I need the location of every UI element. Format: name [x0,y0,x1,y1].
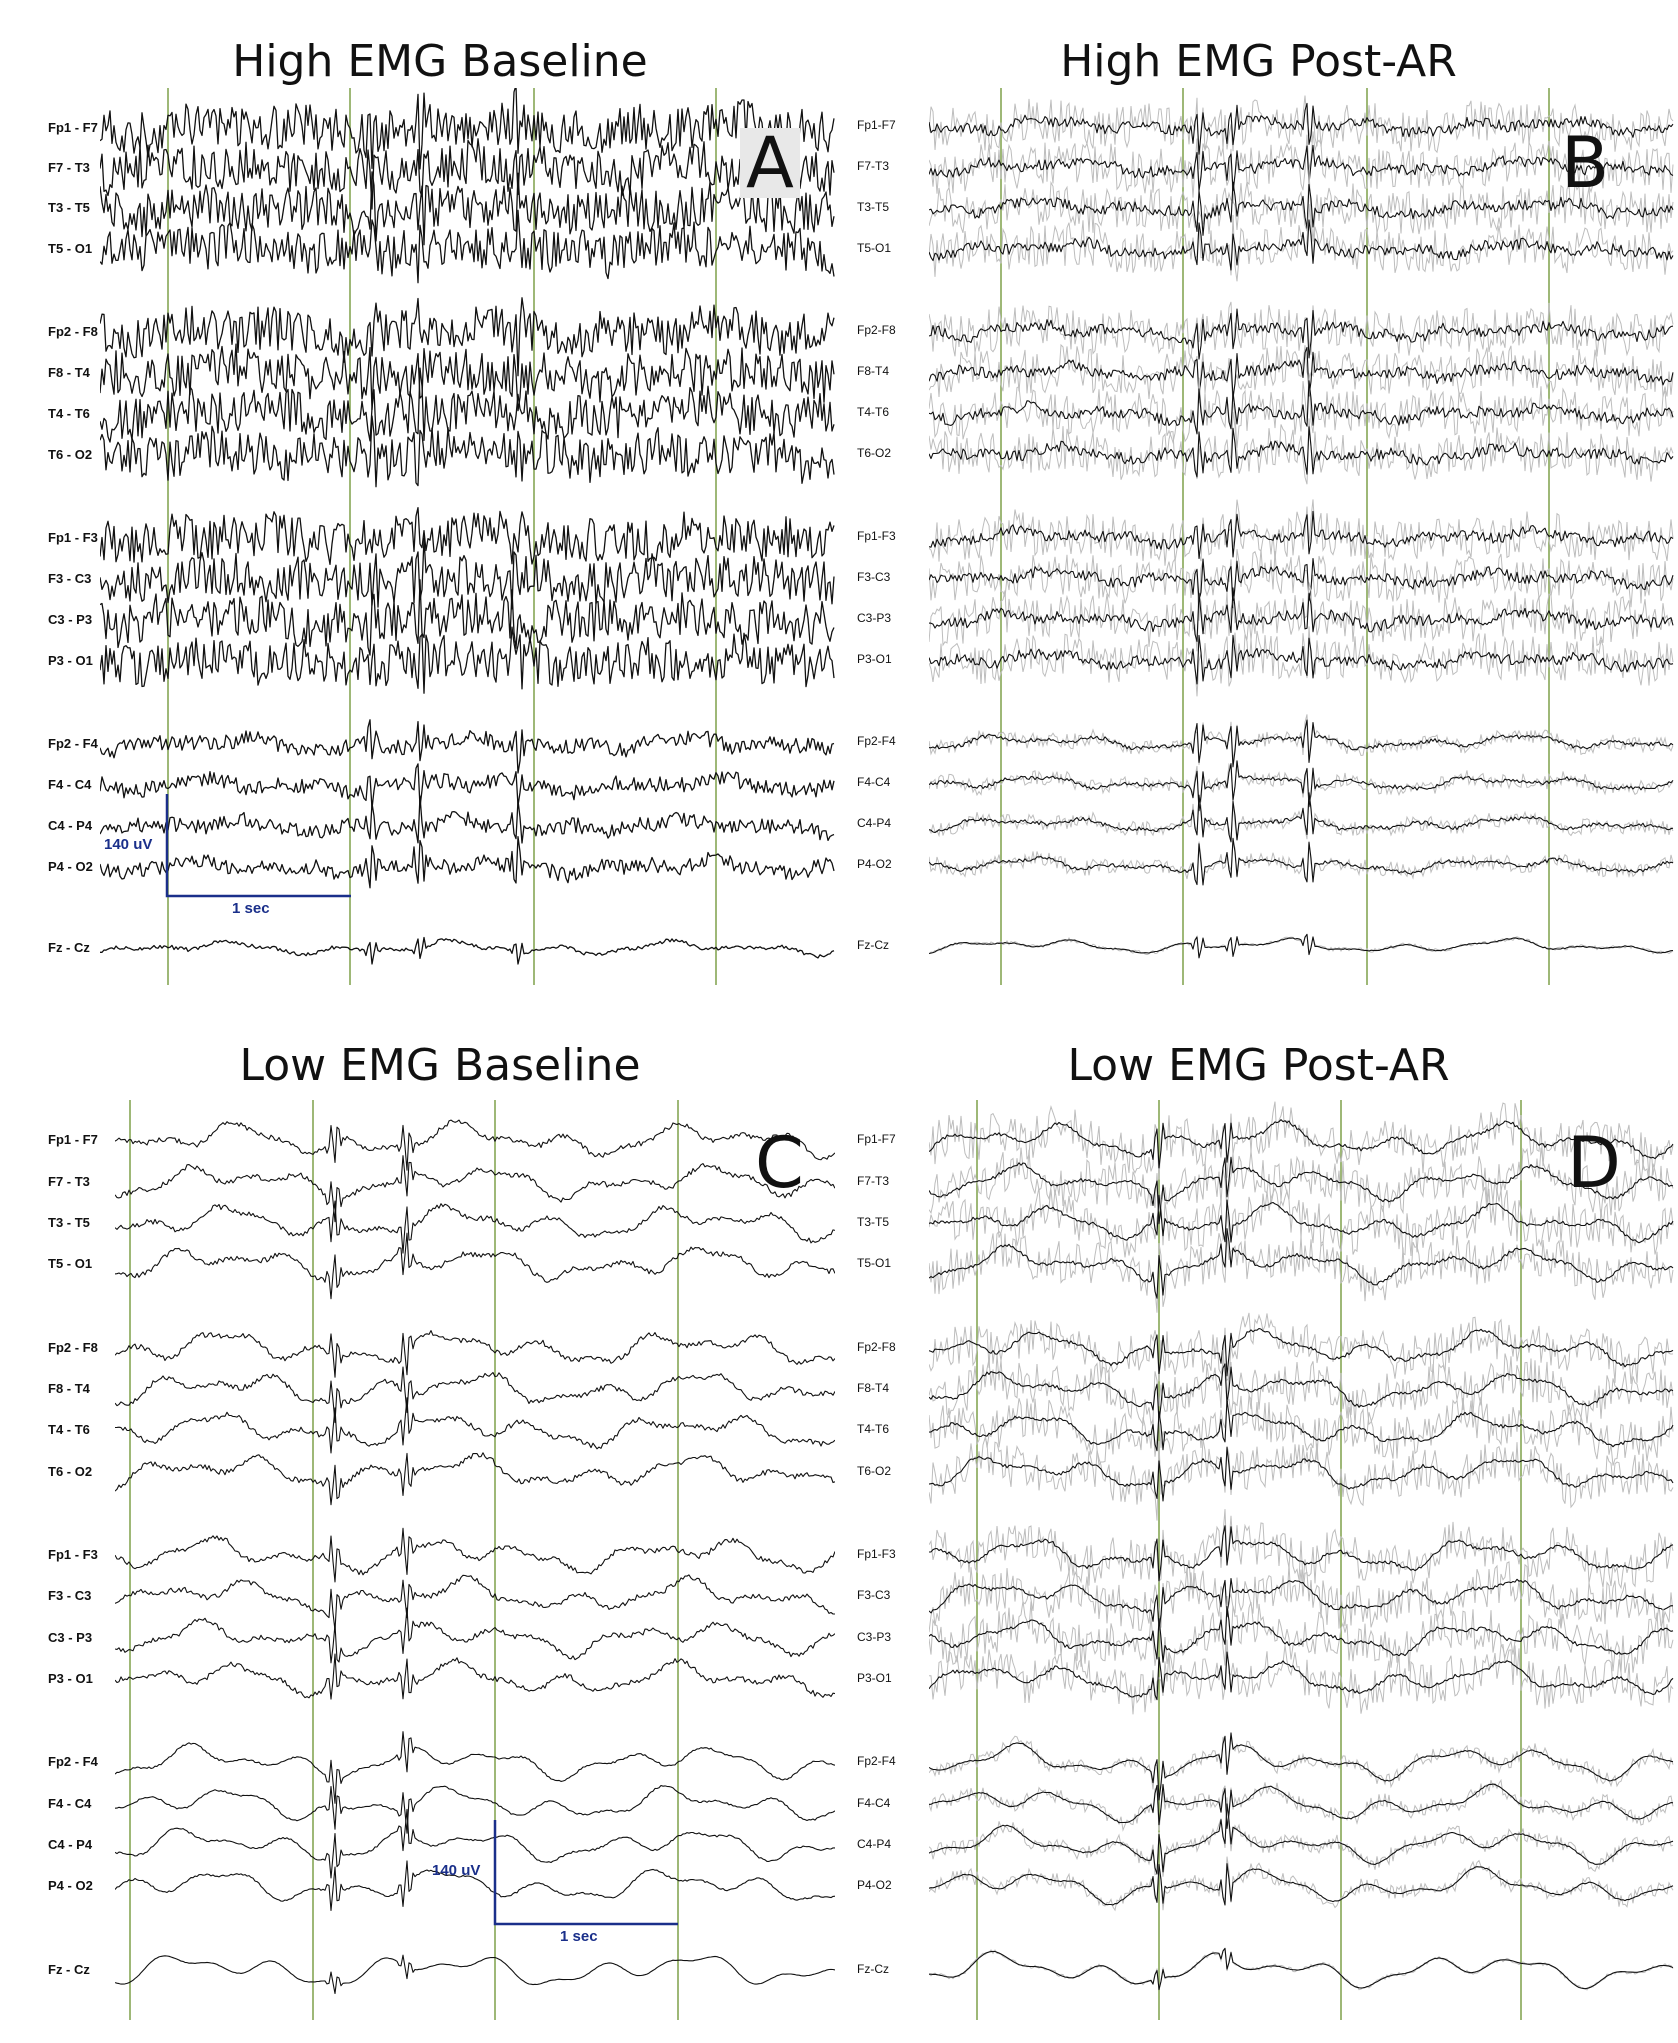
eeg-channel-trace [929,309,1673,359]
channel-label: C4 - P4 [48,1837,93,1852]
channel-label: Fz - Cz [48,940,90,955]
panel-title: Low EMG Baseline [239,1040,641,1091]
channel-label: T4-T6 [857,405,890,419]
original-trace-overlay [929,1313,1673,1384]
channel-label: P3-O1 [857,1671,892,1685]
channel-label: T3-T5 [857,200,890,214]
panel-title: High EMG Post-AR [1060,36,1457,87]
original-trace-overlay [929,549,1673,621]
scale-bar [495,1820,678,1924]
eeg-channel-trace [115,1367,835,1423]
eeg-channel-trace [100,938,834,965]
original-trace-overlay [929,841,1673,883]
eeg-traces [929,1100,1674,2020]
eeg-channel-trace [115,1955,835,1993]
eeg-channel-trace [115,1608,835,1663]
channel-label: F8 - T4 [48,365,90,380]
panel-letter: B [1561,122,1610,204]
channel-label: Fp2 - F4 [48,1754,98,1769]
channel-label: Fp2 - F4 [48,736,98,751]
original-trace-overlay [929,1231,1673,1312]
panel-title: High EMG Baseline [232,36,648,87]
eeg-channel-trace [929,934,1673,958]
channel-label: F7 - T3 [48,160,90,175]
channel-label: F3-C3 [857,570,891,584]
channel-label: F4 - C4 [48,1796,92,1811]
eeg-channel-trace [100,139,834,209]
eeg-channel-trace [115,1331,835,1378]
original-trace-overlay [929,1640,1673,1715]
eeg-channel-trace [115,1528,835,1582]
channel-label: T4-T6 [857,1422,890,1436]
channel-label: T6-O2 [857,446,892,460]
channel-label: F7 - T3 [48,1174,90,1189]
original-trace-overlay [929,1596,1673,1673]
eeg-channel-trace [100,837,834,888]
eeg-channel-trace [100,416,834,487]
eeg-channel-trace [115,1786,835,1834]
eeg-channel-trace [115,1398,835,1453]
eeg-channel-trace [929,1948,1673,1989]
channel-label: F7-T3 [857,1174,890,1188]
eeg-channel-trace [115,1233,835,1299]
original-trace-overlay [929,1396,1673,1466]
eeg-channel-trace [929,720,1673,767]
eeg-traces [929,88,1674,985]
channel-label: F8-T4 [857,364,890,378]
eeg-channel-trace [929,793,1673,842]
channel-label: T4 - T6 [48,406,90,421]
channel-label: Fp1-F3 [857,529,896,543]
eeg-traces [115,1100,835,2020]
channel-label: Fp2-F4 [857,1754,896,1768]
channel-label: T6-O2 [857,1464,892,1478]
panel-letter: C [755,1122,804,1204]
eeg-channel-trace [115,1201,835,1253]
eeg-channel-trace [100,538,834,609]
eeg-channel-trace [929,559,1673,608]
channel-label: T5 - O1 [48,241,93,256]
eeg-channel-trace [929,347,1673,397]
channel-label: T3 - T5 [48,1215,90,1230]
channel-label: Fp2 - F8 [48,1340,98,1355]
eeg-channel-trace [929,1784,1673,1828]
channel-label: P4-O2 [857,857,892,871]
eeg-channel-trace [115,1575,835,1630]
original-trace-overlay [929,1780,1673,1830]
channel-label: C3 - P3 [48,1630,93,1645]
eeg-channel-trace [929,761,1673,811]
original-trace-overlay [929,1509,1673,1589]
panel-letter: A [740,128,800,198]
eeg-channel-trace [100,580,834,655]
panel-high-emg-post-ar [839,0,1678,1000]
time-scale-label: 1 sec [560,1928,598,1945]
channel-label: T3-T5 [857,1215,890,1229]
panel-high-emg-baseline [0,0,839,1000]
channel-label: P4 - O2 [48,859,93,874]
eeg-channel-trace [100,720,834,773]
channel-label: T5-O1 [857,241,892,255]
original-trace-overlay [929,1350,1673,1426]
panel-low-emg-baseline [0,1020,839,2043]
original-trace-overlay [929,345,1673,403]
channel-label: Fp1-F3 [857,1547,896,1561]
scale-bar [167,794,351,896]
original-trace-overlay [929,1857,1673,1911]
channel-label: P4-O2 [857,1878,892,1892]
eeg-channel-trace [929,588,1673,642]
channel-label: T5 - O1 [48,1256,93,1271]
channel-label: Fp2-F8 [857,323,896,337]
channel-label: T6 - O2 [48,447,93,462]
channel-label: Fp2-F8 [857,1340,896,1354]
eeg-channel-trace [929,1864,1673,1905]
channel-label: F3 - C3 [48,571,92,586]
eeg-channel-trace [115,1732,835,1804]
eeg-channel-trace [115,1654,835,1699]
channel-label: T4 - T6 [48,1422,90,1437]
channel-label: Fp1 - F7 [48,1132,98,1147]
channel-label: Fp1 - F7 [48,120,98,135]
channel-label: C3 - P3 [48,612,93,627]
channel-label: C4-P4 [857,816,892,830]
eeg-channel-trace [115,1156,835,1222]
eeg-channel-trace [100,508,834,565]
panel-title: Low EMG Post-AR [1067,1040,1450,1091]
channel-label: T6 - O2 [48,1464,93,1479]
channel-label: T3 - T5 [48,200,90,215]
eeg-channel-trace [929,1364,1673,1423]
channel-label: C4 - P4 [48,818,93,833]
eeg-channel-trace [929,220,1673,270]
channel-label: F4-C4 [857,1796,891,1810]
channel-label: P3-O1 [857,652,892,666]
panel-low-emg-post-ar [839,1020,1678,2043]
channel-label: F8-T4 [857,1381,890,1395]
channel-label: F4 - C4 [48,777,92,792]
original-trace-overlay [929,1102,1673,1180]
channel-label: Fp1 - F3 [48,1547,98,1562]
panel-letter: D [1567,1122,1621,1204]
channel-label: C3-P3 [857,611,892,625]
channel-label: Fp2 - F8 [48,324,98,339]
channel-label: F3-C3 [857,1588,891,1602]
original-trace-overlay [929,1438,1673,1520]
channel-label: T5-O1 [857,1256,892,1270]
channel-label: Fz-Cz [857,938,889,952]
channel-label: F4-C4 [857,775,891,789]
channel-label: P4 - O2 [48,1878,93,1893]
eeg-channel-trace [115,1453,835,1505]
channel-label: Fp1 - F3 [48,530,98,545]
original-trace-overlay [929,499,1673,565]
channel-label: Fp2-F4 [857,734,896,748]
eeg-channel-trace [100,764,834,809]
channel-label: Fp1-F7 [857,1132,896,1146]
channel-label: F7-T3 [857,159,890,173]
eeg-traces [100,88,835,985]
channel-label: F3 - C3 [48,1588,92,1603]
channel-label: C3-P3 [857,1630,892,1644]
channel-label: C4-P4 [857,1837,892,1851]
eeg-channel-trace [100,796,834,843]
channel-label: Fz - Cz [48,1962,90,1977]
amplitude-scale-label: 140 uV [104,836,153,853]
channel-label: F8 - T4 [48,1381,90,1396]
channel-label: Fp1-F7 [857,118,896,132]
original-trace-overlay [929,935,1673,958]
eeg-channel-trace [115,1120,835,1170]
channel-label: P3 - O1 [48,1671,93,1686]
time-scale-label: 1 sec [232,900,270,917]
amplitude-scale-label: 140 uV [432,1862,481,1879]
channel-label: Fz-Cz [857,1962,889,1976]
channel-label: P3 - O1 [48,653,93,668]
